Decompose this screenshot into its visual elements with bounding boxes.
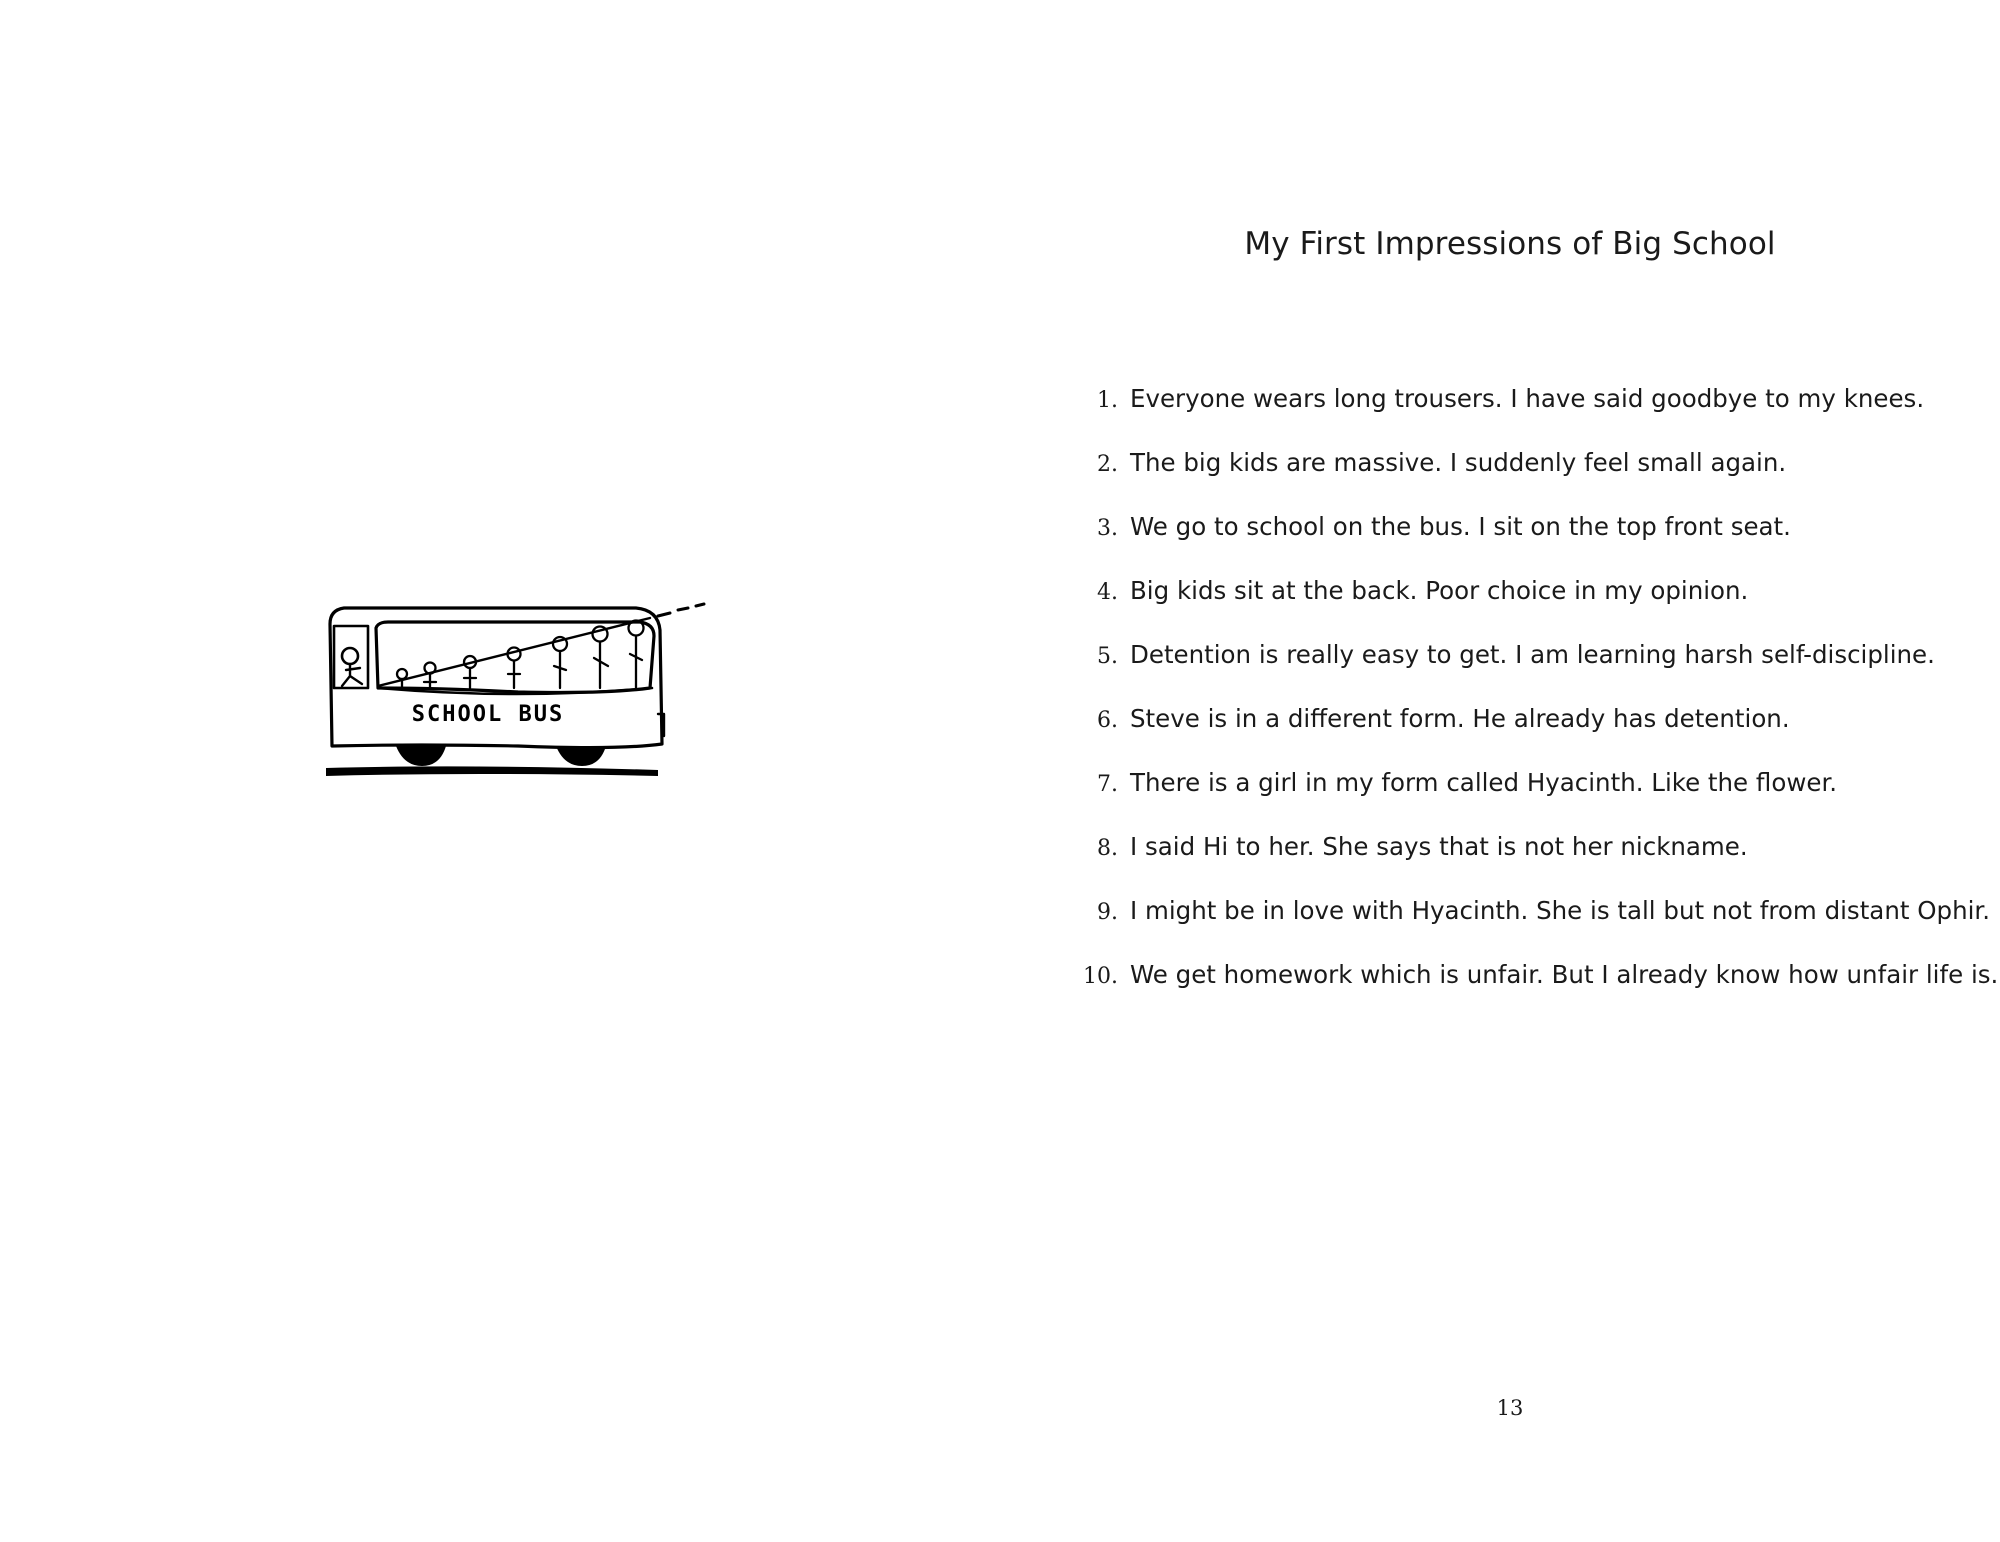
list-item-text: We get homework which is unfair. But I already know how unfair life is. <box>1130 960 1999 989</box>
list-item <box>1060 448 1920 512</box>
list-item-text: Steve is in a different form. He already has detention. <box>1130 704 1790 733</box>
impressions-list <box>1060 384 1999 1024</box>
list-item-number: 7. <box>1097 772 1118 797</box>
school-bus-drawing <box>318 596 718 782</box>
page-number: 13 <box>1496 1396 1524 1420</box>
list-item <box>1060 896 1991 960</box>
list-item <box>1060 384 1925 448</box>
list-item <box>1060 704 1920 768</box>
list-item <box>1060 640 1935 704</box>
list-item <box>1060 832 1920 896</box>
school-bus-illustration <box>318 596 718 782</box>
list-item-text: There is a girl in my form called Hyacinth. Like the flower. <box>1130 768 1838 797</box>
list-item <box>1060 960 1999 1024</box>
list-item-number: 3. <box>1097 516 1118 541</box>
list-item-number: 4. <box>1097 580 1118 605</box>
list-item-number: 1. <box>1097 388 1118 413</box>
list-item-text: We go to school on the bus. I sit on the top front seat. <box>1130 512 1791 541</box>
list-item <box>1060 512 1920 576</box>
list-item-text: I said Hi to her. She says that is not her nickname. <box>1130 832 1748 861</box>
list-item-text: The big kids are massive. I suddenly feel small again. <box>1130 448 1787 477</box>
list-item-text: Big kids sit at the back. Poor choice in my opinion. <box>1130 576 1749 605</box>
list-item-number: 2. <box>1097 452 1118 477</box>
list-item-number: 10. <box>1083 964 1118 989</box>
list-item <box>1060 576 1920 640</box>
list-item-number: 5. <box>1097 644 1118 669</box>
list-item-text: Everyone wears long trousers. I have said goodbye to my knees. <box>1130 384 1925 413</box>
list-item-number: 8. <box>1097 836 1118 861</box>
page-title: My First Impressions of Big School <box>1244 226 1776 262</box>
bus-label: SCHOOL BUS <box>411 702 565 727</box>
list-item-text: Detention is really easy to get. I am learning harsh self-discipline. <box>1130 640 1935 669</box>
list-item-number: 9. <box>1097 900 1118 925</box>
list-item-text: I might be in love with Hyacinth. She is tall but not from distant Ophir. <box>1130 896 1991 925</box>
list-item-number: 6. <box>1097 708 1118 733</box>
list-item <box>1060 768 1920 832</box>
